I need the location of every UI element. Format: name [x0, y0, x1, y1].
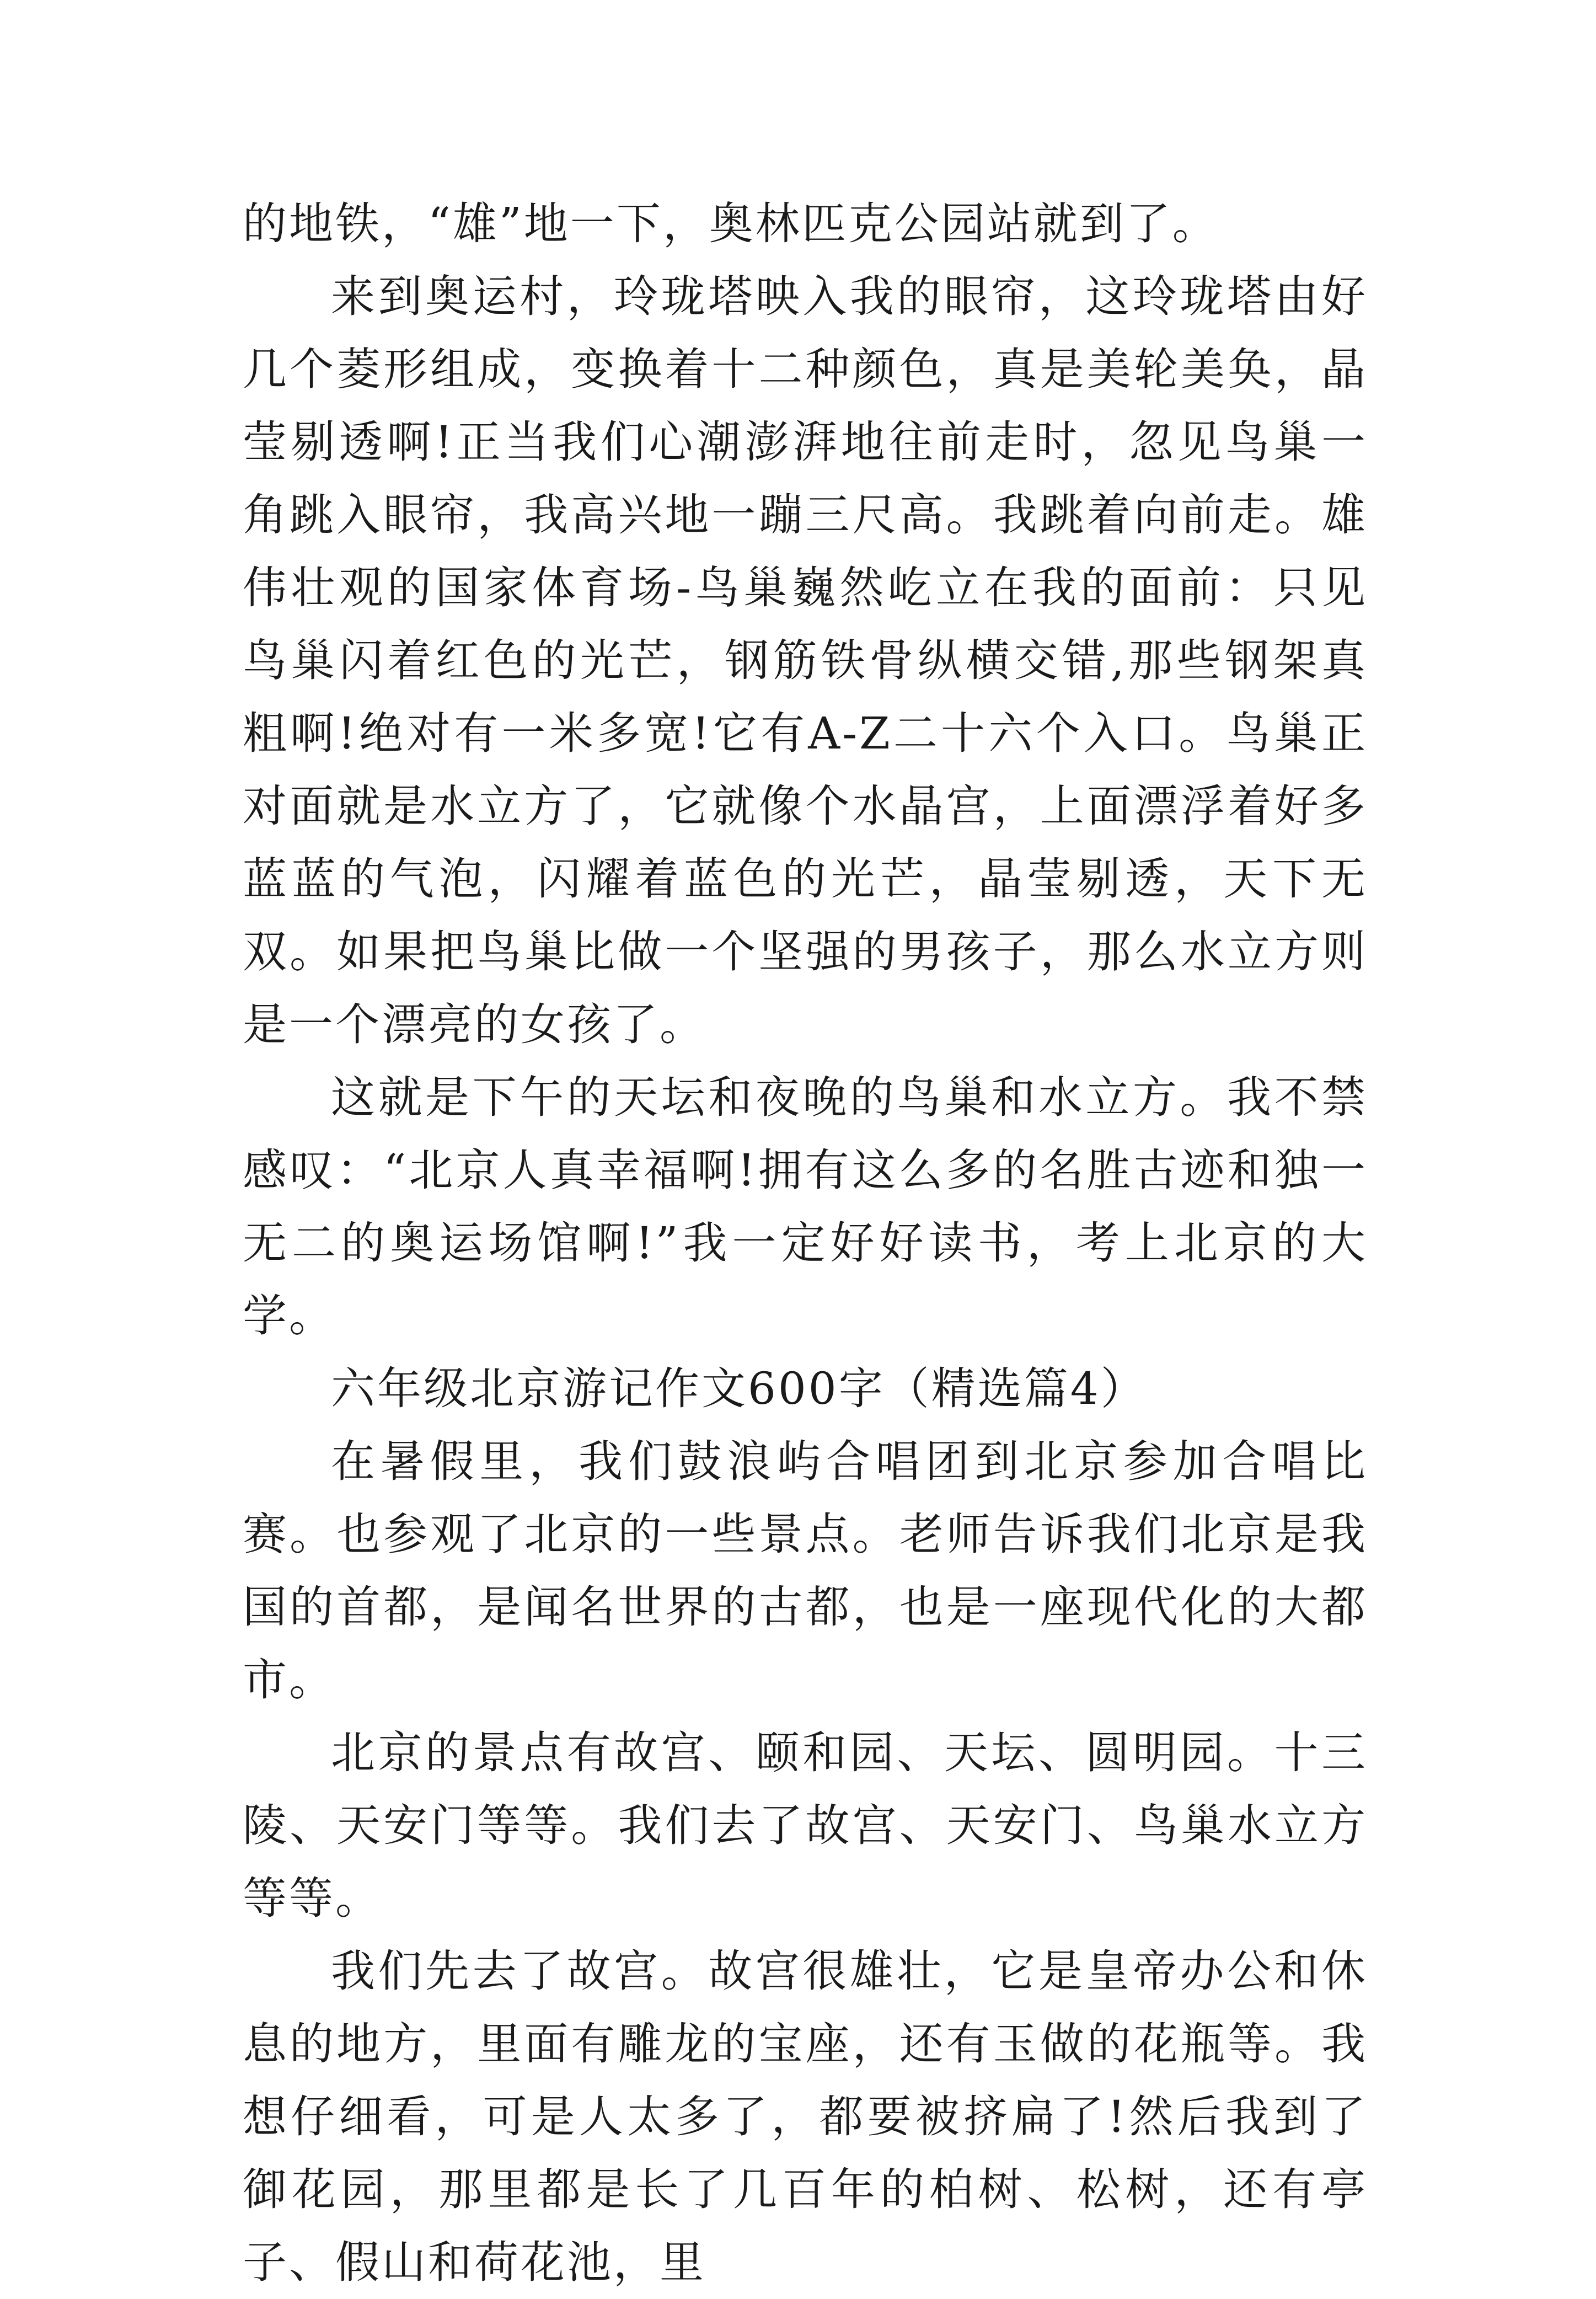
paragraph-continuation: 的地铁，“雄”地一下，奥林匹克公园站就到了。 [243, 198, 1219, 249]
paragraph-attractions: 北京的景点有故宫、颐和园、天坛、圆明园。十三陵、天安门等等。我们去了故宫、天安门、鸟巢水立方等等。 [243, 1727, 1368, 1924]
paragraph-olympic-village: 来到奥运村，玲珑塔映入我的眼帘，这玲珑塔由好几个菱形组成，变换着十二种颜色，真是美轮美奂，晶莹剔透啊!正当我们心潮澎湃地往前走时，忽见鸟巢一角跳入眼帘，我高兴地一蹦三尺高。我跳着向前走。雄伟壮观的国家体育场-鸟巢巍然屹立在我的面前：只见鸟巢闪着红色的光芒，钢筋铁骨纵横交错,那些钢架真粗啊!绝对有一米多宽!它有A-Z二十六个入口。鸟巢正对面就是水立方了，它就像个水晶宫，上面漂浮着好多蓝蓝的气泡，闪耀着蓝色的光芒，晶莹剔透，天下无双。如果把鸟巢比做一个坚强的男孩子，那么水立方则是一个漂亮的女孩了。 [243, 271, 1368, 1050]
document-body [243, 188, 1368, 2299]
section-title: 六年级北京游记作文600字（精选篇4） [331, 1363, 1147, 1414]
paragraph-forbidden-city: 我们先去了故宫。故宫很雄壮，它是皇帝办公和休息的地方，里面有雕龙的宝座，还有玉做的花瓶等。我想仔细看，可是人太多了，都要被挤扁了!然后我到了御花园，那里都是长了几百年的柏树、松树，还有亭子、假山和荷花池，里 [243, 1945, 1368, 2288]
paragraph-conclusion: 这就是下午的天坛和夜晚的鸟巢和水立方。我不禁感叹：“北京人真幸福啊!拥有这么多的名胜古迹和独一无二的奥运场馆啊!”我一定好好读书，考上北京的大学。 [243, 1072, 1368, 1341]
paragraph-summer-trip: 在暑假里，我们鼓浪屿合唱团到北京参加合唱比赛。也参观了北京的一些景点。老师告诉我们北京是我国的首都，是闻名世界的古都，也是一座现代化的大都市。 [243, 1436, 1368, 1705]
